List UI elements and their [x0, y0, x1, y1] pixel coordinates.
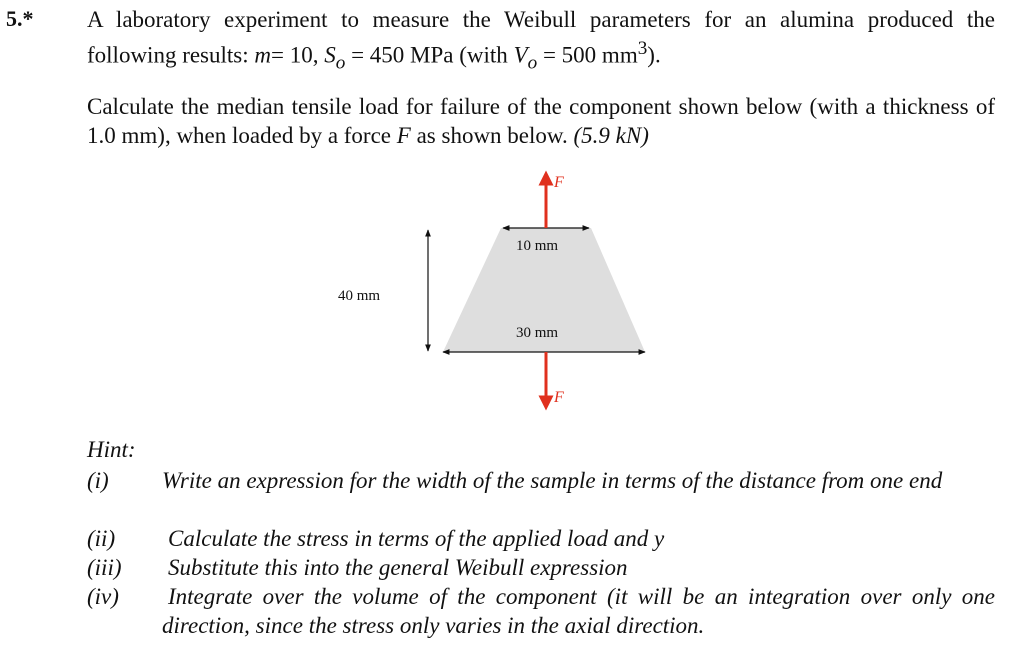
top-width-label: 10 mm — [515, 238, 559, 254]
hint-title: Hint: — [87, 437, 136, 462]
hint-item-text: Write an expression for the width of the sample in terms of the distance from one end — [162, 468, 943, 493]
hint-item-number: (ii) — [87, 526, 116, 551]
bottom-width-label: 30 mm — [515, 325, 559, 341]
characteristic-strength-symbol: S — [324, 42, 336, 68]
hint-item-number: (iv) — [87, 584, 119, 609]
weibull-modulus-symbol: m — [254, 42, 272, 68]
answer: (5.9 kN) — [573, 123, 649, 148]
hint-item-text: Substitute this into the general Weibull expression — [168, 555, 628, 580]
problem-question: Calculate the median tensile load for failure of the component shown below (with a thickness of 1.0 mm), when loaded by a force F as shown below. (5.9 kN) — [87, 94, 995, 148]
hint-item-text: Integrate over the volume of the component (it will be an integration over only one direction, since the stress only varies in the axial direction. — [162, 584, 995, 638]
force-label-bottom: F — [554, 389, 564, 406]
reference-volume-symbol: V — [513, 42, 528, 68]
problem-statement: A laboratory experiment to measure the Weibull parameters for an alumina produced the following results: m= 10, $S_o = 450$ MPa (with $V_o = 500$ $mm^3$). — [87, 7, 995, 74]
force-symbol: F — [396, 123, 411, 148]
hint-item-number: (iii) — [87, 555, 122, 580]
problem-number: 5.* — [6, 6, 34, 31]
hint-item-text: Calculate the stress in terms of the applied load and y — [168, 526, 665, 551]
hint-item-number: (i) — [87, 468, 109, 493]
force-label-top: F — [554, 174, 564, 191]
height-label: 40 mm — [338, 288, 381, 304]
